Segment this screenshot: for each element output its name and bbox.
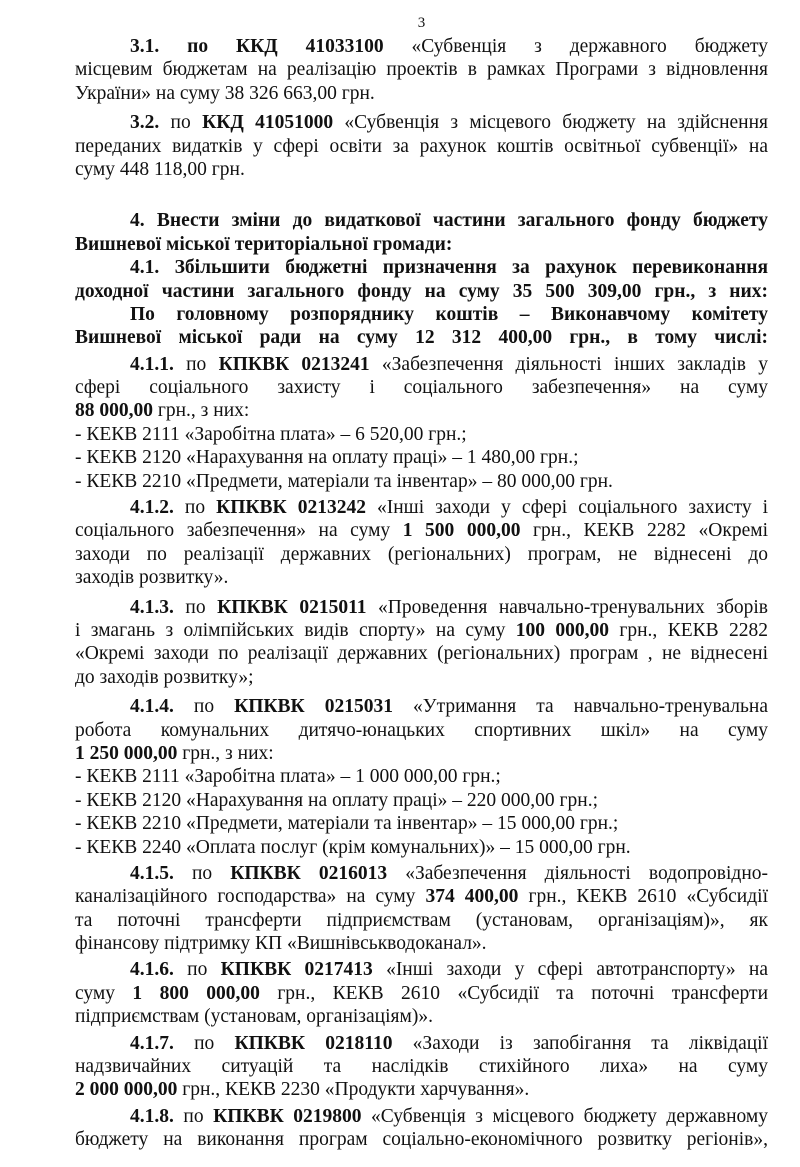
- page-number: 3: [417, 15, 426, 31]
- text-run: «Субвенція з державного бюджету: [411, 36, 769, 57]
- bold-text-run: 4.1.1.: [130, 353, 174, 375]
- text-run: місцевим бюджетам на реалізацію проектів в рамках Програми з відновлення: [75, 59, 768, 81]
- text-line-p416a: [75, 958, 768, 981]
- text-line-p414a: [75, 695, 768, 718]
- text-line-p418a: [75, 1105, 768, 1128]
- text-run: соціального забезпечення» на суму: [75, 520, 403, 542]
- text-line-p414f: [75, 812, 768, 835]
- text-line-p414c: [75, 742, 768, 765]
- text-run: «Окремі заходи по реалізації державних (регіональних) програм , не віднесені: [75, 643, 768, 665]
- text-line-p31c: [75, 82, 768, 105]
- text-run: грн., з них:: [153, 400, 250, 422]
- text-line-p41a: [75, 256, 768, 279]
- text-run: підприємствам (установам, організаціям)».: [75, 1006, 433, 1028]
- text-run: по: [173, 959, 221, 981]
- bold-text-run: КПКВК 0215031: [234, 696, 393, 718]
- bold-text-run: КПКВК 0216013: [230, 862, 388, 884]
- text-run: каналізаційного господарства» на суму: [75, 886, 426, 908]
- text-run: суму 448 118,00 грн.: [75, 158, 245, 180]
- text-line-p4b: [75, 233, 768, 256]
- text-line-p412a: [75, 496, 768, 519]
- text-run: по: [173, 353, 219, 375]
- bold-text-run: 4.1.5.: [130, 862, 174, 884]
- bold-text-run: 1 800 000,00: [132, 982, 260, 1004]
- text-line-p415b: [75, 885, 768, 908]
- text-line-p32a: [75, 111, 768, 134]
- bold-text-run: 100 000,00: [515, 619, 609, 641]
- text-run: грн., з них:: [177, 742, 274, 764]
- text-line-p4a: [75, 209, 768, 232]
- text-line-p413b: [75, 619, 768, 642]
- text-line-p416b: [75, 982, 768, 1005]
- text-run: - КЕКВ 2210 «Предмети, матеріали та інвентар» – 80 000,00 грн.: [75, 470, 613, 492]
- text-line-p41d: [75, 326, 768, 349]
- text-run: по: [173, 696, 235, 718]
- text-run: по: [159, 112, 203, 134]
- text-line-p32c: [75, 158, 768, 181]
- text-line-p411a: [75, 353, 768, 376]
- bold-text-run: КПКВК 0219800: [213, 1105, 362, 1127]
- bold-text-run: 4.1.7.: [130, 1032, 174, 1054]
- text-run: грн., КЕКВ 2610 «Субсидії: [518, 886, 768, 908]
- text-line-p411e: [75, 446, 768, 469]
- bold-text-run: 3.2.: [130, 112, 160, 134]
- text-run: «Забезпечення діяльності водопровідно-: [387, 862, 769, 884]
- text-run: бюджету на виконання програм соціально-економічного розвитку регіонів»,: [75, 1129, 768, 1151]
- text-run: - КЕКВ 2210 «Предмети, матеріали та інвентар» – 15 000,00 грн.;: [75, 813, 619, 835]
- text-line-p41b: [75, 280, 768, 303]
- text-line-p413d: [75, 666, 768, 689]
- text-run: грн., КЕКВ 2610 «Субсидії та поточні трансферти: [259, 982, 768, 1004]
- text-run: по: [173, 1105, 214, 1127]
- text-run: по: [173, 1032, 235, 1054]
- bold-text-run: КПКВК 0218110: [234, 1032, 393, 1054]
- text-line-p414b: [75, 719, 768, 742]
- document-body: [75, 32, 768, 1152]
- paragraph-spacer: [75, 181, 768, 209]
- bold-text-run: ККД 41051000: [202, 112, 334, 134]
- text-run: «Субвенція з місцевого бюджету на здійснення: [333, 112, 769, 134]
- bold-text-run: 4.1.2.: [130, 497, 174, 519]
- bold-text-run: Вишневої міської територіальної громади:: [75, 233, 453, 255]
- text-line-p414e: [75, 789, 768, 812]
- text-run: грн., КЕКВ 2230 «Продукти харчування».: [177, 1079, 530, 1101]
- bold-text-run: 4.1.3.: [130, 596, 174, 618]
- text-run: «Інші заходи у сфері автотранспорту» на: [372, 959, 769, 981]
- text-run: «Інші заходи у сфері соціального захисту і: [365, 497, 769, 519]
- text-run: переданих видатків у сфері освіти за рахунок коштів освітньої субвенції» на: [75, 135, 768, 157]
- bold-text-run: 2 000 000,00: [75, 1079, 178, 1101]
- text-run: України» на суму 38 326 663,00 грн.: [75, 82, 375, 104]
- bold-text-run: КПКВК 0213241: [218, 353, 370, 375]
- text-run: - КЕКВ 2120 «Нарахування на оплату праці» – 220 000,00 грн.;: [75, 789, 598, 811]
- text-line-p414g: [75, 836, 768, 859]
- text-run: «Заходи із запобігання та ліквідації: [392, 1032, 768, 1054]
- bold-text-run: 4.1.8.: [130, 1105, 174, 1127]
- text-run: заходів розвитку».: [75, 567, 229, 589]
- text-run: суму: [75, 982, 133, 1004]
- text-run: грн., КЕКВ 2282: [609, 619, 768, 641]
- text-line-p31a: [75, 35, 768, 58]
- bold-text-run: По головному розпоряднику коштів – Виконавчому комітету: [130, 303, 768, 325]
- document-page: [75, 0, 768, 1152]
- text-line-p411b: [75, 376, 768, 399]
- text-run: - КЕКВ 2111 «Заробітна плата» – 1 000 000,00 грн.;: [75, 766, 501, 788]
- text-run: - КЕКВ 2120 «Нарахування на оплату праці» – 1 480,00 грн.;: [75, 447, 579, 469]
- text-run: фінансову підтримку КП «Вишнівськводоканал».: [75, 933, 487, 955]
- text-run: «Утримання та навчально-тренувальна: [392, 696, 769, 718]
- text-line-p417a: [75, 1032, 768, 1055]
- text-line-p414d: [75, 765, 768, 788]
- text-line-p415d: [75, 932, 768, 955]
- text-line-p412c: [75, 543, 768, 566]
- text-line-p417b: [75, 1055, 768, 1078]
- text-run: робота комунальних дитячо-юнацьких спортивних шкіл» на суму: [75, 719, 768, 741]
- bold-text-run: 374 400,00: [425, 886, 519, 908]
- text-run: та поточні трансферти підприємствам (установам, організаціям)», як: [75, 909, 768, 931]
- text-line-p413c: [75, 642, 768, 665]
- text-run: грн., КЕКВ 2282 «Окремі: [520, 520, 768, 542]
- bold-text-run: 1 250 000,00: [75, 742, 178, 764]
- text-run: «Проведення навчально-тренувальних зборів: [366, 596, 769, 618]
- text-line-p411d: [75, 423, 768, 446]
- text-run: - КЕКВ 2240 «Оплата послуг (крім комунальних)» – 15 000,00 грн.: [75, 836, 631, 858]
- text-line-p32b: [75, 135, 768, 158]
- text-line-p415a: [75, 862, 768, 885]
- bold-text-run: 88 000,00: [75, 400, 153, 422]
- text-run: «Субвенція з місцевого бюджету державному: [361, 1105, 769, 1127]
- text-run: і змагань з олімпійських видів спорту» на суму: [75, 619, 516, 641]
- text-run: по: [173, 497, 217, 519]
- text-run: сфері соціального захисту і соціального забезпечення» на суму: [75, 377, 768, 399]
- bold-text-run: КПКВК 0215011: [217, 596, 367, 618]
- text-line-p416c: [75, 1005, 768, 1028]
- text-run: «Забезпечення діяльності інших закладів у: [369, 353, 769, 375]
- text-run: заходи по реалізації державних (регіональних) програм, не віднесені до: [75, 543, 768, 565]
- bold-text-run: 4.1. Збільшити бюджетні призначення за рахунок перевиконання: [130, 257, 768, 279]
- text-run: по: [173, 862, 231, 884]
- text-line-p418b: [75, 1128, 768, 1151]
- text-run: до заходів розвитку»;: [75, 666, 254, 688]
- text-run: надзвичайних ситуацій та наслідків стихійного лиха» на суму: [75, 1056, 768, 1078]
- text-line-p411f: [75, 470, 768, 493]
- bold-text-run: КПКВК 0213242: [216, 497, 366, 519]
- text-run: - КЕКВ 2111 «Заробітна плата» – 6 520,00 грн.;: [75, 423, 467, 445]
- bold-text-run: 4.1.4.: [130, 696, 174, 718]
- text-line-p31b: [75, 58, 768, 81]
- text-line-p413a: [75, 596, 768, 619]
- bold-text-run: Вишневої міської ради на суму 12 312 400,00 грн., в тому числі:: [75, 327, 768, 349]
- text-line-p412b: [75, 519, 768, 542]
- bold-text-run: 4.1.6.: [130, 959, 174, 981]
- bold-text-run: доходної частини загального фонду на суму 35 500 309,00 грн., з них:: [75, 280, 768, 302]
- text-line-p41c: [75, 303, 768, 326]
- text-line-p417c: [75, 1078, 768, 1101]
- text-line-p415c: [75, 909, 768, 932]
- text-line-p412d: [75, 566, 768, 589]
- bold-text-run: 1 500 000,00: [402, 520, 521, 542]
- bold-text-run: КПКВК 0217413: [220, 959, 373, 981]
- bold-text-run: 3.1. по ККД 41033100: [130, 36, 412, 57]
- bold-text-run: 4. Внести зміни до видаткової частини загального фонду бюджету: [130, 210, 768, 232]
- text-run: по: [173, 596, 218, 618]
- text-line-p411c: [75, 399, 768, 422]
